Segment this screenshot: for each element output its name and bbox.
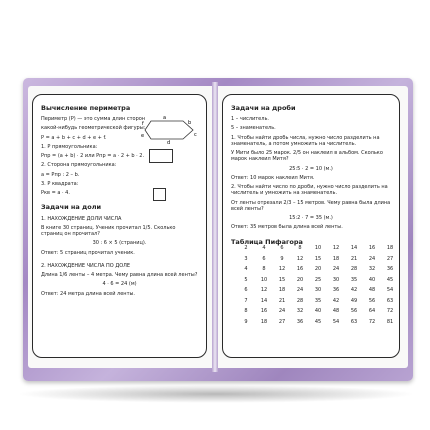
perimeter-title: Вычисление периметра [41, 104, 131, 112]
table-cell: 16 [296, 266, 304, 273]
fraction-answer-1: Ответ: 10 марок наклеил Митя. [231, 174, 315, 181]
find-part-answer: Ответ: 5 страниц прочитал ученик. [41, 249, 135, 256]
table-cell: 8 [298, 245, 302, 252]
table-cell: 63 [350, 318, 358, 325]
find-whole-task: Длина 1/6 ленты – 4 метра. Чему равна длина всей ленты? [41, 272, 198, 278]
table-cell: 16 [368, 245, 376, 252]
table-cell: 27 [386, 255, 394, 262]
book-spine [212, 82, 218, 372]
table-cell: 10 [314, 245, 322, 252]
table-cell: 35 [350, 276, 358, 283]
table-cell: 9 [244, 318, 248, 325]
table-cell: 56 [350, 308, 358, 315]
table-cell: 40 [314, 308, 322, 315]
table-cell: 42 [350, 287, 358, 294]
table-cell: 72 [386, 308, 394, 315]
rect-perimeter-label: 1. P прямоугольника: [41, 143, 98, 150]
hex-label-a: a [163, 115, 167, 121]
table-cell: 24 [278, 308, 286, 315]
table-row [237, 275, 399, 286]
table-cell: 54 [332, 318, 340, 325]
find-whole-answer: Ответ: 24 метра длина всей ленты. [41, 290, 136, 297]
table-cell: 32 [296, 308, 304, 315]
find-part-task: В книге 30 страниц. Ученик прочитал 1/5. Сколько страниц он прочитал? [41, 224, 176, 237]
table-cell: 64 [368, 308, 376, 315]
square-figure [153, 188, 166, 201]
table-cell: 18 [386, 245, 394, 252]
table-cell: 36 [296, 318, 304, 325]
table-cell: 24 [332, 266, 340, 273]
find-part-heading: 1. НАХОЖДЕНИЕ ДОЛИ ЧИСЛА [41, 215, 122, 222]
table-cell: 18 [332, 255, 340, 262]
table-cell: 56 [368, 297, 376, 304]
table-cell: 12 [332, 245, 340, 252]
table-cell: 25 [314, 276, 322, 283]
table-cell: 7 [244, 297, 248, 304]
fraction-tasks-title: Задачи на дроби [231, 104, 296, 112]
table-cell: 18 [260, 318, 268, 325]
table-cell: 45 [314, 318, 322, 325]
table-cell: 35 [314, 297, 322, 304]
table-cell: 20 [314, 266, 322, 273]
table-cell: 12 [278, 266, 286, 273]
table-cell: 21 [278, 297, 286, 304]
table-cell: 42 [332, 297, 340, 304]
fraction-task-1: У Мити было 25 марок. 2/5 он наклеил в альбом. Сколько марок наклеил Митя? [231, 150, 383, 163]
table-row [237, 243, 399, 254]
table-cell: 6 [244, 287, 248, 294]
table-cell: 4 [262, 245, 266, 252]
fraction-task-2: От ленты отрезали 2/3 – 15 метров. Чему равна была длина всей ленты? [231, 199, 391, 212]
find-part-calc: 30 : 6 × 5 (страниц). [92, 240, 147, 247]
table-cell: 10 [260, 276, 268, 283]
table-cell: 28 [296, 297, 304, 304]
table-cell: 36 [386, 266, 394, 273]
rectangle-figure [149, 149, 173, 163]
square-perimeter-label: 3. P квадрата: [41, 180, 79, 187]
fraction-calc-2: 15:2 · 7 = 35 (м.) [289, 215, 333, 222]
table-cell: 2 [244, 245, 248, 252]
table-row [237, 285, 399, 296]
table-cell: 12 [260, 287, 268, 294]
table-cell: 27 [278, 318, 286, 325]
table-cell: 45 [386, 276, 394, 283]
table-cell: 30 [332, 276, 340, 283]
perimeter-formula: P = a + b + c + d + e + f. [41, 134, 107, 141]
denominator-note: 5 – знаменатель. [231, 125, 276, 132]
table-cell: 15 [314, 255, 322, 262]
right-panel [222, 94, 400, 358]
table-row [237, 296, 399, 307]
table-cell: 14 [260, 297, 268, 304]
fractions-of-number-title: Задачи на доли [41, 203, 102, 212]
table-row [237, 254, 399, 265]
fraction-answer-2: Ответ: 35 метров была длина всей ленты. [231, 224, 343, 231]
table-cell: 12 [296, 255, 304, 262]
table-row [237, 317, 399, 328]
table-cell: 3 [244, 255, 248, 262]
perimeter-def-line1: Периметр (P) — это сумма длин сторон [41, 116, 146, 123]
book-shadow [16, 385, 416, 403]
table-cell: 15 [278, 276, 286, 283]
pythagoras-title: Таблица Пифагора [231, 237, 303, 246]
fraction-calc-1: 25:5 · 2 = 10 (м.) [289, 165, 333, 172]
table-cell: 20 [296, 276, 304, 283]
table-cell: 18 [278, 287, 286, 294]
table-cell: 6 [280, 245, 284, 252]
table-cell: 14 [350, 245, 358, 252]
hexagon-figure [141, 115, 199, 145]
table-cell: 6 [262, 255, 266, 262]
perimeter-def-line2: какой-нибудь геометрической фигуры: [41, 125, 146, 132]
table-cell: 5 [244, 276, 248, 283]
table-cell: 48 [368, 287, 376, 294]
find-whole-heading: 2. НАХОЖДЕНИЕ ЧИСЛА ПО ДОЛЕ [41, 262, 131, 269]
table-row [237, 264, 399, 275]
hex-label-e: e [141, 133, 145, 139]
hex-label-b: b [188, 120, 192, 126]
hex-label-f: f [142, 121, 144, 127]
table-cell: 4 [244, 266, 248, 273]
table-cell: 81 [386, 318, 394, 325]
table-cell: 8 [262, 266, 266, 273]
find-whole-calc: 4 · 6 = 24 (м) [102, 281, 137, 288]
table-cell: 54 [386, 287, 394, 294]
hex-label-d: d [167, 140, 171, 145]
rect-side-label: 2. Сторона прямоугольника: [41, 162, 117, 169]
table-cell: 72 [368, 318, 376, 325]
square-perimeter-formula: Pкв = a · 4. [41, 190, 70, 197]
fraction-rule-2: 2. Чтобы найти число по дроби, нужно число разделить на числитель и умножить на знаменатель. [231, 184, 388, 197]
rect-side-formula: a = Pпр : 2 – b. [41, 171, 80, 178]
table-cell: 40 [368, 276, 376, 283]
pythagoras-table [237, 243, 399, 327]
table-cell: 24 [296, 287, 304, 294]
hex-label-c: c [194, 132, 197, 138]
table-cell: 28 [350, 266, 358, 273]
table-cell: 32 [368, 266, 376, 273]
table-cell: 30 [314, 287, 322, 294]
table-cell: 36 [332, 287, 340, 294]
left-panel [32, 94, 207, 358]
table-cell: 24 [368, 255, 376, 262]
table-cell: 8 [244, 308, 248, 315]
rect-perimeter-formula: Pпр = (a + b) · 2 или Pпр = a · 2 + b · 2. [41, 153, 145, 160]
numerator-note: 1 – числитель. [231, 116, 269, 123]
table-cell: 63 [386, 297, 394, 304]
table-cell: 21 [350, 255, 358, 262]
table-cell: 49 [350, 297, 358, 304]
table-cell: 16 [260, 308, 268, 315]
fraction-rule-1: 1. Чтобы найти дробь числа, нужно число разделить на знаменатель, а потом умножить на числитель. [231, 134, 380, 147]
table-cell: 9 [280, 255, 284, 262]
table-cell: 48 [332, 308, 340, 315]
table-row [237, 306, 399, 317]
